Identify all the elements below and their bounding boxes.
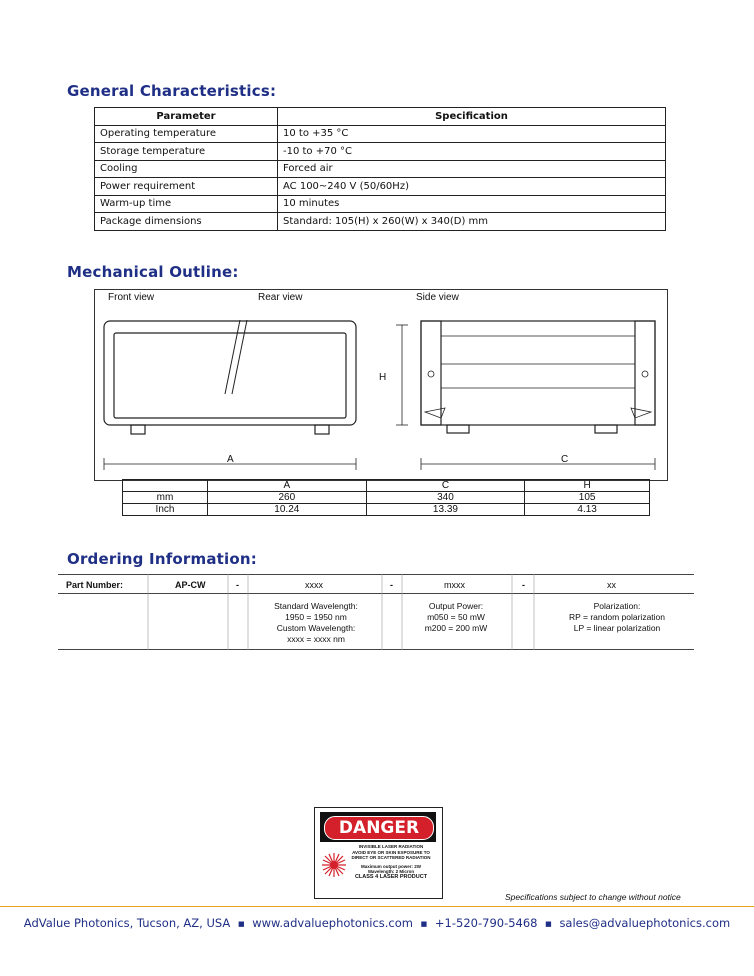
table-row	[123, 504, 650, 516]
table-cell: Cooling	[95, 160, 278, 178]
dimensions-table	[122, 479, 650, 516]
table-cell: -10 to +70 °C	[278, 143, 666, 161]
side-view-label: Side view	[416, 292, 459, 303]
danger-line: AVOID EYE OR SKIN EXPOSURE TO	[352, 849, 430, 855]
footer-email-link[interactable]: sales@advaluephotonics.com	[559, 916, 731, 930]
mechanical-outline-heading: Mechanical Outline:	[67, 263, 239, 281]
table-row	[95, 143, 666, 161]
ordering-column-dividers	[58, 574, 694, 650]
table-cell: Package dimensions	[95, 213, 278, 231]
footer	[0, 916, 754, 930]
table-header-cell: C	[366, 480, 525, 492]
ordering-information-heading: Ordering Information:	[67, 550, 257, 568]
separator-square-icon: ■	[237, 919, 245, 928]
option-text: LP = linear polarization	[573, 623, 661, 633]
danger-heading: DANGER	[324, 816, 434, 840]
option-text: Output Power:	[428, 601, 484, 611]
option-text: m050 = 50 mW	[427, 612, 485, 622]
wavelength-code: xxxx	[305, 580, 323, 590]
part-dash: -	[522, 580, 525, 590]
dimension-a-label: A	[227, 454, 234, 465]
table-cell: Forced air	[278, 160, 666, 178]
laser-danger-label	[314, 807, 443, 899]
rear-view-label: Rear view	[258, 292, 303, 303]
table-cell: 10 minutes	[278, 195, 666, 213]
danger-header	[320, 812, 436, 842]
danger-line: CLASS 4 LASER PRODUCT	[354, 873, 428, 880]
option-text: Custom Wavelength:	[276, 623, 356, 633]
laser-starburst-icon	[321, 852, 347, 878]
table-header-cell: H	[525, 480, 650, 492]
table-cell: 260	[208, 492, 367, 504]
mechanical-drawing	[94, 289, 668, 481]
option-text: Standard Wavelength:	[274, 601, 358, 611]
danger-line: INVISIBLE LASER RADIATION	[358, 844, 424, 849]
table-cell: Standard: 105(H) x 260(W) x 340(D) mm	[278, 213, 666, 231]
table-row	[123, 492, 650, 504]
dimension-h-label: H	[379, 372, 387, 383]
table-row	[95, 125, 666, 143]
part-dash: -	[236, 580, 239, 590]
danger-line: Maximum output power: 2W	[361, 863, 421, 869]
option-text: Polarization:	[593, 601, 641, 611]
option-text: xxxx = xxxx nm	[287, 634, 345, 644]
table-header-row	[123, 480, 650, 492]
table-cell: Warm-up time	[95, 195, 278, 213]
table-header-cell	[123, 480, 208, 492]
general-characteristics-heading: General Characteristics:	[67, 82, 277, 100]
table-row	[95, 178, 666, 196]
part-prefix: AP-CW	[175, 580, 206, 590]
danger-text	[345, 844, 437, 880]
table-cell: AC 100~240 V (50/60Hz)	[278, 178, 666, 196]
front-view-label: Front view	[108, 292, 155, 303]
separator-square-icon: ■	[420, 919, 428, 928]
specification-note: Specifications subject to change without notice	[505, 892, 681, 902]
table-cell: Inch	[123, 504, 208, 516]
enclosure-outline-drawing	[95, 290, 667, 480]
footer-rule	[0, 906, 754, 907]
part-dash: -	[390, 580, 393, 590]
ordering-table	[58, 574, 694, 650]
part-number-label: Part Number:	[66, 580, 124, 590]
table-cell: 10 to +35 °C	[278, 125, 666, 143]
table-cell: 4.13	[525, 504, 650, 516]
table-header-cell: Specification	[278, 108, 666, 126]
table-cell: mm	[123, 492, 208, 504]
table-row	[95, 195, 666, 213]
table-cell: Operating temperature	[95, 125, 278, 143]
power-code: mxxx	[444, 580, 465, 590]
table-header-cell: Parameter	[95, 108, 278, 126]
table-cell: 340	[366, 492, 525, 504]
general-characteristics-table	[94, 107, 666, 231]
danger-line: Wavelength: 2 Micron	[367, 869, 415, 874]
dimension-c-label: C	[561, 454, 569, 465]
separator-square-icon: ■	[545, 919, 552, 928]
table-cell: 13.39	[366, 504, 525, 516]
danger-line: DIRECT OR SCATTERED RADIATION	[351, 855, 431, 860]
table-header-row	[95, 108, 666, 126]
table-cell: Storage temperature	[95, 143, 278, 161]
table-cell: 10.24	[208, 504, 367, 516]
footer-company: AdValue Photonics, Tucson, AZ, USA	[23, 916, 231, 930]
table-cell: 105	[525, 492, 650, 504]
option-text: RP = random polarization	[569, 612, 665, 622]
table-row	[95, 213, 666, 231]
footer-website-link[interactable]: www.advaluephotonics.com	[252, 916, 413, 930]
polarization-code: xx	[607, 580, 616, 590]
option-text: 1950 = 1950 nm	[285, 612, 347, 622]
option-text: m200 = 200 mW	[424, 623, 488, 633]
table-row	[95, 160, 666, 178]
table-cell: Power requirement	[95, 178, 278, 196]
table-header-cell: A	[208, 480, 367, 492]
footer-phone: +1-520-790-5468	[434, 916, 538, 930]
